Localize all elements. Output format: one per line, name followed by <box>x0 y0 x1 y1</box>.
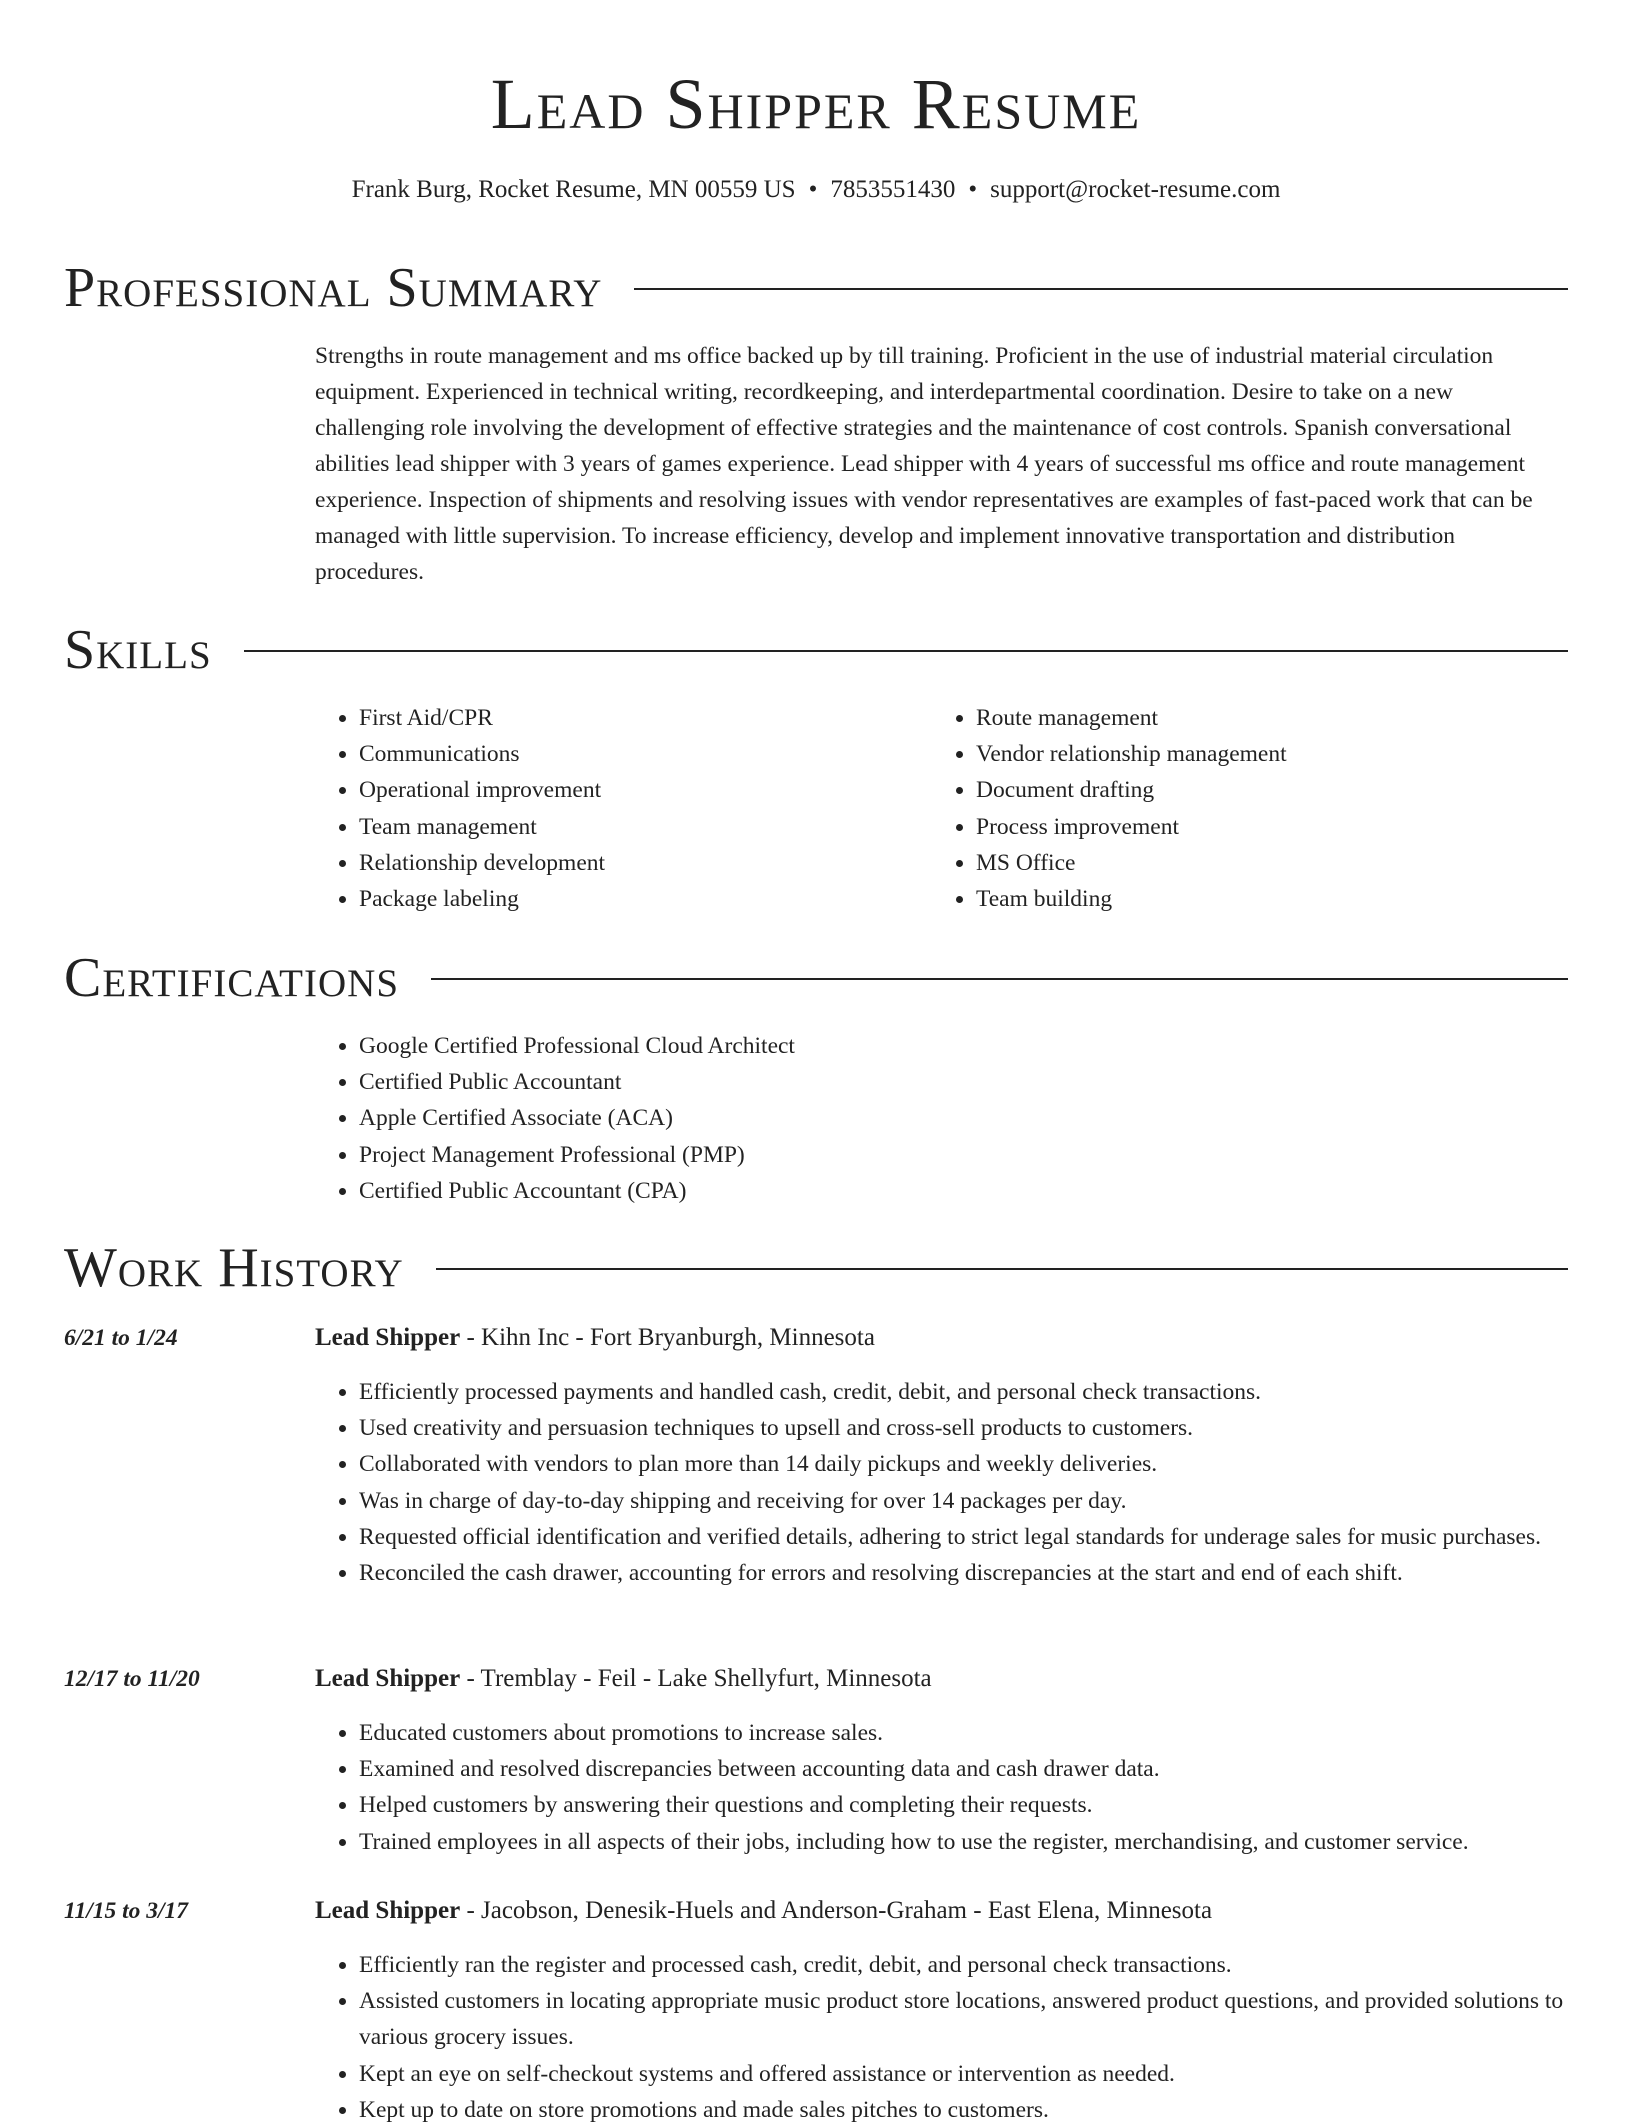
job-bullet: • Efficiently ran the register and processed cash, credit, debit, and personal check transactions. <box>359 1947 1564 1983</box>
job-details: - Jacobson, Denesik-Huels and Anderson-Graham - East Elena, Minnesota <box>460 1897 1213 1924</box>
resume-title: Lead Shipper Resume <box>490 64 1142 144</box>
contact-separator: • <box>968 176 978 203</box>
contact-address: Frank Burg, Rocket Resume, MN 00559 US <box>351 176 796 203</box>
job-bullet: • Educated customers about promotions to increase sales. <box>359 1715 1564 1751</box>
work-history-section-header <box>64 1234 1568 1302</box>
skill-item: • Route management <box>976 700 1287 736</box>
job-bullet: • Kept up to date on store promotions and made sales pitches to customers. <box>359 2092 1564 2128</box>
certifications-section-header <box>64 944 1568 1012</box>
skill-item: • Document drafting <box>976 772 1287 808</box>
job-heading <box>315 1661 1564 1697</box>
skill-item: • Team management <box>359 809 605 845</box>
certification-item: • Certified Public Accountant <box>359 1064 795 1100</box>
job-heading <box>315 1893 1564 1929</box>
certification-item: • Certified Public Accountant (CPA) <box>359 1173 795 1209</box>
certification-item: • Apple Certified Associate (ACA) <box>359 1100 795 1136</box>
skill-item: • Package labeling <box>359 881 605 917</box>
job-details: - Kihn Inc - Fort Bryanburgh, Minnesota <box>460 1324 875 1351</box>
skills-section-header <box>64 616 1568 684</box>
certifications-heading: Certifications <box>64 947 400 1009</box>
job-dates: 6/21 to 1/24 <box>64 1325 178 1351</box>
skill-item: • Vendor relationship management <box>976 736 1287 772</box>
contact-separator: • <box>808 176 818 203</box>
job-bullet: • Examined and resolved discrepancies between accounting data and cash drawer data. <box>359 1751 1564 1787</box>
work-history-heading: Work History <box>64 1237 404 1299</box>
summary-section-header <box>64 254 1568 322</box>
certification-item: • Google Certified Professional Cloud Architect <box>359 1028 795 1064</box>
job-bullets <box>315 1715 1564 1860</box>
job-bullet: • Efficiently processed payments and handled cash, credit, debit, and personal check transactions. <box>359 1374 1564 1410</box>
section-rule <box>244 650 1568 652</box>
contact-email: support@rocket-resume.com <box>990 176 1281 203</box>
job-bullet: • Reconciled the cash drawer, accounting for errors and resolving discrepancies at the start and end of each shift. <box>359 1555 1564 1591</box>
skills-list-right <box>932 700 1287 917</box>
job-bullets <box>315 1374 1564 1591</box>
job-dates: 12/17 to 11/20 <box>64 1666 200 1692</box>
job-bullet: • Helped customers by answering their questions and completing their requests. <box>359 1787 1564 1823</box>
job-bullet: • Collaborated with vendors to plan more than 14 daily pickups and weekly deliveries. <box>359 1446 1564 1482</box>
contact-phone: 7853551430 <box>830 176 956 203</box>
job-bullet: • Requested official identification and verified details, adhering to strict legal standards for underage sales for music purchases. <box>359 1519 1564 1555</box>
summary-text: Strengths in route management and ms office backed up by till training. Proficient in the use of industrial material circulation equipment. Experienced in technical writing, recordkeeping, and interdepartmental coordination. Desire to take on a new challenging role involving the development of effective strategies and the maintenance of cost controls. Spanish conversational abilities lead shipper with 3 years of games experience. Lead shipper with 4 years of successful ms office and route management experience. Inspection of shipments and resolving issues with vendor representatives are examples of fast-paced work that can be managed with little supervision. To increase efficiency, develop and implement innovative transportation and distribution procedures. <box>315 343 1533 585</box>
job-bullet: • Assisted customers in locating appropriate music product store locations, answered product questions, and provided solutions to various grocery issues. <box>359 1983 1564 2055</box>
skill-item: • Operational improvement <box>359 772 605 808</box>
job-dates: 11/15 to 3/17 <box>64 1898 189 1924</box>
skill-item: • Team building <box>976 881 1287 917</box>
job-title: Lead Shipper <box>315 1324 461 1351</box>
skills-column-left <box>315 700 605 917</box>
skill-item: • Relationship development <box>359 845 605 881</box>
certification-item: • Project Management Professional (PMP) <box>359 1137 795 1173</box>
skill-item: • Process improvement <box>976 809 1287 845</box>
job-heading <box>315 1320 1564 1356</box>
job-bullet: • Kept an eye on self-checkout systems and offered assistance or intervention as needed. <box>359 2056 1564 2092</box>
job-details: - Tremblay - Feil - Lake Shellyfurt, Minnesota <box>460 1665 932 1692</box>
skills-column-right <box>932 700 1287 917</box>
job-bullet: • Was in charge of day-to-day shipping and receiving for over 14 packages per day. <box>359 1483 1564 1519</box>
job-title: Lead Shipper <box>315 1665 461 1692</box>
section-rule <box>634 288 1568 290</box>
skill-item: • MS Office <box>976 845 1287 881</box>
skills-heading: Skills <box>64 619 212 681</box>
skill-item: • First Aid/CPR <box>359 700 605 736</box>
section-rule <box>431 978 1568 980</box>
summary-heading: Professional Summary <box>64 257 603 319</box>
certifications-block <box>315 1028 795 1209</box>
contact-line <box>0 172 1632 208</box>
job-bullet: • Used creativity and persuasion techniques to upsell and cross-sell products to customers. <box>359 1410 1564 1446</box>
section-rule <box>436 1268 1568 1270</box>
job-bullets <box>315 1947 1564 2128</box>
skill-item: • Communications <box>359 736 605 772</box>
skills-list-left <box>315 700 605 917</box>
job-bullet: • Trained employees in all aspects of their jobs, including how to use the register, merchandising, and customer service. <box>359 1824 1564 1860</box>
certifications-list <box>315 1028 795 1209</box>
job-title: Lead Shipper <box>315 1897 461 1924</box>
